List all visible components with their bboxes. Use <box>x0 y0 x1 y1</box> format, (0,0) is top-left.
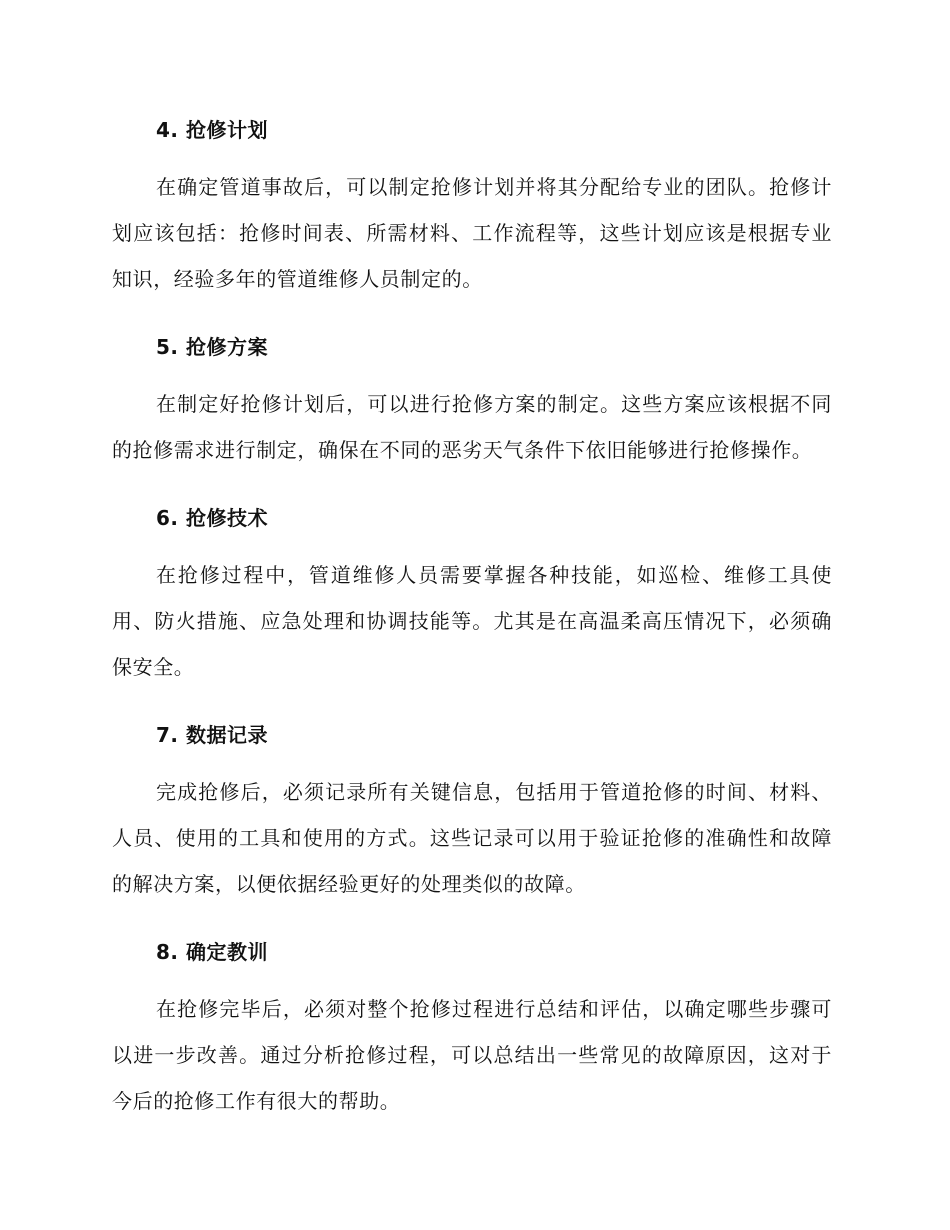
section-heading: 8. 确定教训 <box>156 940 268 964</box>
section-repair-technique <box>112 500 832 690</box>
section-paragraph: 在确定管道事故后，可以制定抢修计划并将其分配给专业的团队。抢修计划应该包括：抢修时间表、所需材料、工作流程等，这些计划应该是根据专业知识，经验多年的管道维修人员制定的。 <box>112 175 832 291</box>
section-heading: 5. 抢修方案 <box>156 335 268 359</box>
section-paragraph: 在制定好抢修计划后，可以进行抢修方案的制定。这些方案应该根据不同的抢修需求进行制定，确保在不同的恶劣天气条件下依旧能够进行抢修操作。 <box>112 392 832 462</box>
section-repair-scheme <box>112 329 832 473</box>
section-paragraph: 在抢修过程中，管道维修人员需要掌握各种技能，如巡检、维修工具使用、防火措施、应急处理和协调技能等。尤其是在高温柔高压情况下，必须确保安全。 <box>112 563 832 679</box>
section-heading: 7. 数据记录 <box>156 723 268 747</box>
section-paragraph: 在抢修完毕后，必须对整个抢修过程进行总结和评估，以确定哪些步骤可以进一步改善。通过分析抢修过程，可以总结出一些常见的故障原因，这对于今后的抢修工作有很大的帮助。 <box>112 997 832 1113</box>
section-heading: 4. 抢修计划 <box>156 118 268 142</box>
section-data-record <box>112 717 832 907</box>
document-body <box>112 112 832 1124</box>
section-heading: 6. 抢修技术 <box>156 506 268 530</box>
section-lessons-learned <box>112 934 832 1124</box>
section-paragraph: 完成抢修后，必须记录所有关键信息，包括用于管道抢修的时间、材料、人员、使用的工具和使用的方式。这些记录可以用于验证抢修的准确性和故障的解决方案，以便依据经验更好的处理类似的故障。 <box>112 780 832 896</box>
section-repair-plan <box>112 112 832 302</box>
